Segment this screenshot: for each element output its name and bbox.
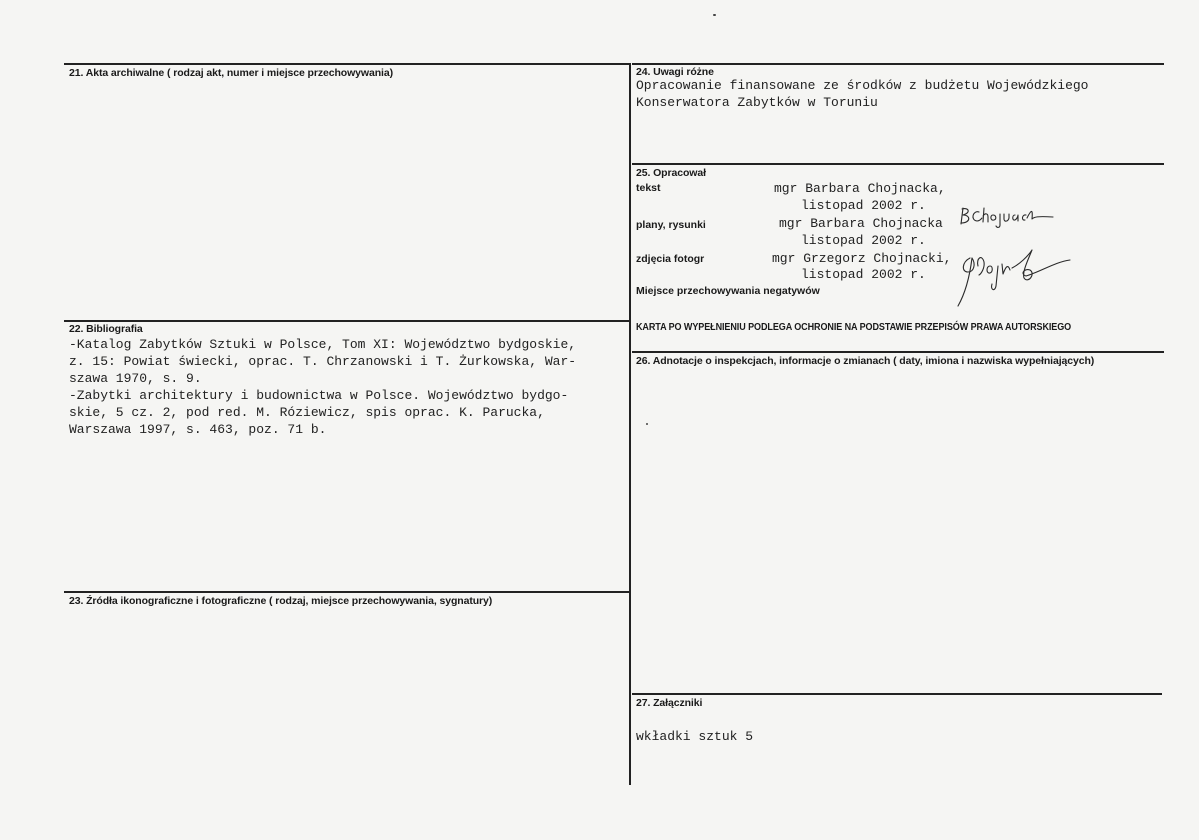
bibliography-line: -Katalog Zabytków Sztuki w Polsce, Tom XI: Województwo bydgoskie, xyxy=(69,337,577,352)
section-22-header: 22. Bibliografia xyxy=(69,323,143,335)
section-27-header: 27. Załączniki xyxy=(636,697,703,709)
top-rule-right xyxy=(632,63,1164,65)
rule-left-23 xyxy=(64,591,630,593)
section-24-header: 24. Uwagi różne xyxy=(636,66,714,78)
section-21-header: 21. Akta archiwalne ( rodzaj akt, numer i miejsce przechowywania) xyxy=(69,67,393,79)
signature-g-chojnacki-icon xyxy=(950,244,1075,308)
bibliography-line: -Zabytki architektury i budownictwa w Polsce. Województwo bydgo- xyxy=(69,388,569,403)
remarks-line: Konserwatora Zabytków w Toruniu xyxy=(636,95,878,110)
section-26-header: 26. Adnotacje o inspekcjach, informacje o zmianach ( daty, imiona i nazwiska wypełniających) xyxy=(636,355,1095,367)
prepared-row-label: tekst xyxy=(636,182,661,194)
prepared-row-name: mgr Barbara Chojnacka, xyxy=(774,181,946,196)
rule-right-26 xyxy=(632,351,1164,353)
rule-right-27 xyxy=(632,693,1162,695)
rule-right-25 xyxy=(632,163,1164,165)
signature-b-chojnacka-icon xyxy=(957,204,1057,230)
prepared-row-name: mgr Grzegorz Chojnacki, xyxy=(772,251,952,266)
remarks-line: Opracowanie finansowane ze środków z budżetu Wojewódzkiego xyxy=(636,78,1089,93)
attachments-content: wkładki sztuk 5 xyxy=(636,729,754,744)
bibliography-line: szawa 1970, s. 9. xyxy=(69,371,202,386)
prepared-row-date: listopad 2002 r. xyxy=(801,198,926,213)
top-rule-left xyxy=(64,63,630,65)
column-divider xyxy=(629,63,631,785)
bibliography-line: z. 15: Powiat świecki, oprac. T. Chrzanowski i T. Żurkowska, War- xyxy=(69,354,577,369)
section-25-header: 25. Opracował xyxy=(636,167,706,179)
prepared-row-date: listopad 2002 r. xyxy=(801,233,926,248)
scan-speck xyxy=(646,423,648,425)
bibliography-line: Warszawa 1997, s. 463, poz. 71 b. xyxy=(69,422,327,437)
copyright-notice: KARTA PO WYPEŁNIENIU PODLEGA OCHRONIE NA PODSTAWIE PRZEPISÓW PRAWA AUTORSKIEGO xyxy=(636,321,1072,333)
prepared-row-name: mgr Barbara Chojnacka xyxy=(779,216,943,231)
scan-speck xyxy=(713,14,716,16)
prepared-row-label: plany, rysunki xyxy=(636,219,706,231)
rule-left-22 xyxy=(64,320,630,322)
negatives-storage-label: Miejsce przechowywania negatywów xyxy=(636,285,820,297)
prepared-row-date: listopad 2002 r. xyxy=(801,267,926,282)
bibliography-line: skie, 5 cz. 2, pod red. M. Róziewicz, spis oprac. K. Parucka, xyxy=(69,405,545,420)
prepared-row-label: zdjęcia fotogr xyxy=(636,253,705,265)
section-23-header: 23. Źródła ikonograficzne i fotograficzne ( rodzaj, miejsce przechowywania, sygnatury) xyxy=(69,595,493,607)
